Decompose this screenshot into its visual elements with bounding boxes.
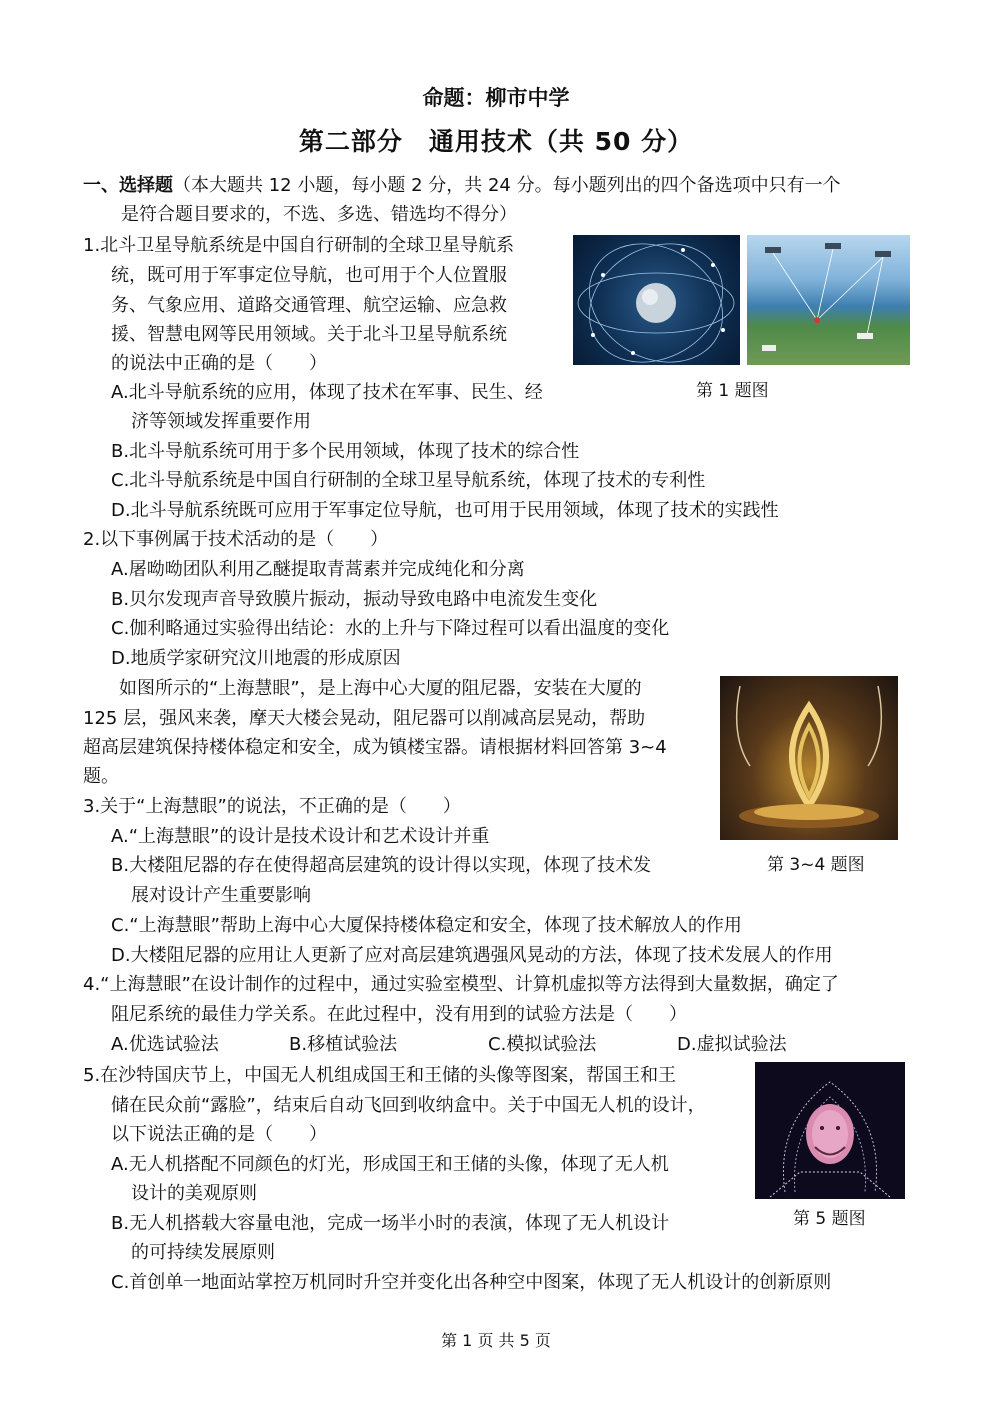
q4-stem-cont: 阻尼系统的最佳力学关系。在此过程中，没有用到的试验方法是（ ） [111,1004,687,1025]
section-desc: （本大题共 12 小题，每小题 2 分，共 24 分。每小题列出的四个备选项中只有一个 [173,175,841,196]
shanghai-eye-damper-illustration [720,676,898,840]
q1-figure-earth [747,235,910,365]
section-desc-cont: 是符合题目要求的，不选、多选、错选均不得分） [121,204,517,225]
q5-stem-line: 储在民众前“露脸”，结束后自动飞回到收纳盒中。关于中国无人机的设计， [111,1095,706,1116]
material-line: 题。 [83,766,119,787]
q4-option-a: A.优选试验法 [111,1034,219,1055]
q4-option-d: D.虚拟试验法 [677,1034,787,1055]
author-line: 命题：柳市中学 [422,86,570,110]
q1-option-d: D.北斗导航系统既可应用于军事定位导航，也可用于民用领域，体现了技术的实践性 [111,500,779,521]
drone-figure-caption: 第 5 题图 [793,1209,866,1229]
q3-option-d: D.大楼阻尼器的应用让人更新了应对高层建筑遇强风晃动的方法，体现了技术发展人的作用 [111,945,833,966]
q1-option-b: B.北斗导航系统可用于多个民用领域，体现了技术的综合性 [111,441,580,462]
q3-option-b: B.大楼阻尼器的存在使得超高层建筑的设计得以实现，体现了技术发 [111,855,652,876]
q2-option-b: B.贝尔发现声音导致膜片振动，振动导致电路中电流发生变化 [111,589,598,610]
q5-option-a-cont: 设计的美观原则 [131,1183,257,1204]
q5-option-b-cont: 的可持续发展原则 [131,1242,275,1263]
q3-option-a: A.“上海慧眼”的设计是技术设计和艺术设计并重 [111,826,490,847]
section-heading [83,173,841,199]
q5-option-a: A.无人机搭配不同颜色的灯光，形成国王和王储的头像，体现了无人机 [111,1154,669,1175]
drone-show-figure [755,1062,905,1199]
q3-option-c: C.“上海慧眼”帮助上海中心大厦保持楼体稳定和安全，体现了技术解放人的作用 [111,915,742,936]
q4-stem: 4.“上海慧眼”在设计制作的过程中，通过实验室模型、计算机虚拟等方法得到大量数据，确定了 [83,974,839,995]
q2-stem: 2.以下事例属于技术活动的是（ ） [83,529,389,550]
q5-option-c: C.首创单一地面站掌控万机同时升空并变化出各种空中图案，体现了无人机设计的创新原则 [111,1272,832,1293]
q4-option-c: C.模拟试验法 [488,1034,597,1055]
q1-option-c: C.北斗导航系统是中国自行研制的全球卫星导航系统，体现了技术的专利性 [111,470,706,491]
q2-option-a: A.屠呦呦团队利用乙醚提取青蒿素并完成纯化和分离 [111,559,525,580]
q1-option-a-cont: 济等领域发挥重要作用 [131,411,311,432]
q1-stem-line: 的说法中正确的是（ ） [111,353,327,374]
part-title: 第二部分 通用技术（共 50 分） [298,127,694,156]
q2-option-d: D.地质学家研究汶川地震的形成原因 [111,648,401,669]
q3-stem: 3.关于“上海慧眼”的说法，不正确的是（ ） [83,796,461,817]
drone-portrait-illustration [755,1062,905,1199]
q5-option-b: B.无人机搭载大容量电池，完成一场半小时的表演，体现了无人机设计 [111,1213,670,1234]
damper-figure [720,676,898,840]
page-footer: 第 1 页 共 5 页 [441,1331,551,1350]
material-line: 如图所示的“上海慧眼”，是上海中心大厦的阻尼器，安装在大厦的 [101,678,642,699]
q3-option-b-cont: 展对设计产生重要影响 [131,885,311,906]
section-label: 一、选择题 [83,175,173,196]
q5-stem-line: 以下说法正确的是（ ） [111,1124,327,1145]
q1-figure-caption: 第 1 题图 [696,381,769,401]
q1-stem-line: 统，既可用于军事定位导航，也可用于个人位置服 [111,265,507,286]
q2-option-c: C.伽利略通过实验得出结论：水的上升与下降过程可以看出温度的变化 [111,618,670,639]
material-line: 超高层建筑保持楼体稳定和安全，成为镇楼宝器。请根据材料回答第 3~4 [83,737,667,758]
q5-stem-line: 5.在沙特国庆节上，中国无人机组成国王和王储的头像等图案，帮国王和王 [83,1065,677,1086]
q1-stem-line: 1.北斗卫星导航系统是中国自行研制的全球卫星导航系 [83,235,515,256]
globe-orbit-illustration [573,235,740,365]
q4-option-b: B.移植试验法 [289,1034,398,1055]
q1-stem-line: 务、气象应用、道路交通管理、航空运输、应急救 [111,295,507,316]
q1-figure-globe [573,235,740,365]
q1-stem-line: 援、智慧电网等民用领域。关于北斗卫星导航系统 [111,324,507,345]
satellite-network-illustration [747,235,910,365]
damper-figure-caption: 第 3~4 题图 [767,855,865,875]
q1-option-a: A.北斗导航系统的应用，体现了技术在军事、民生、经 [111,382,543,403]
material-line: 125 层，强风来袭，摩天大楼会晃动，阻尼器可以削减高层晃动，帮助 [83,708,646,729]
